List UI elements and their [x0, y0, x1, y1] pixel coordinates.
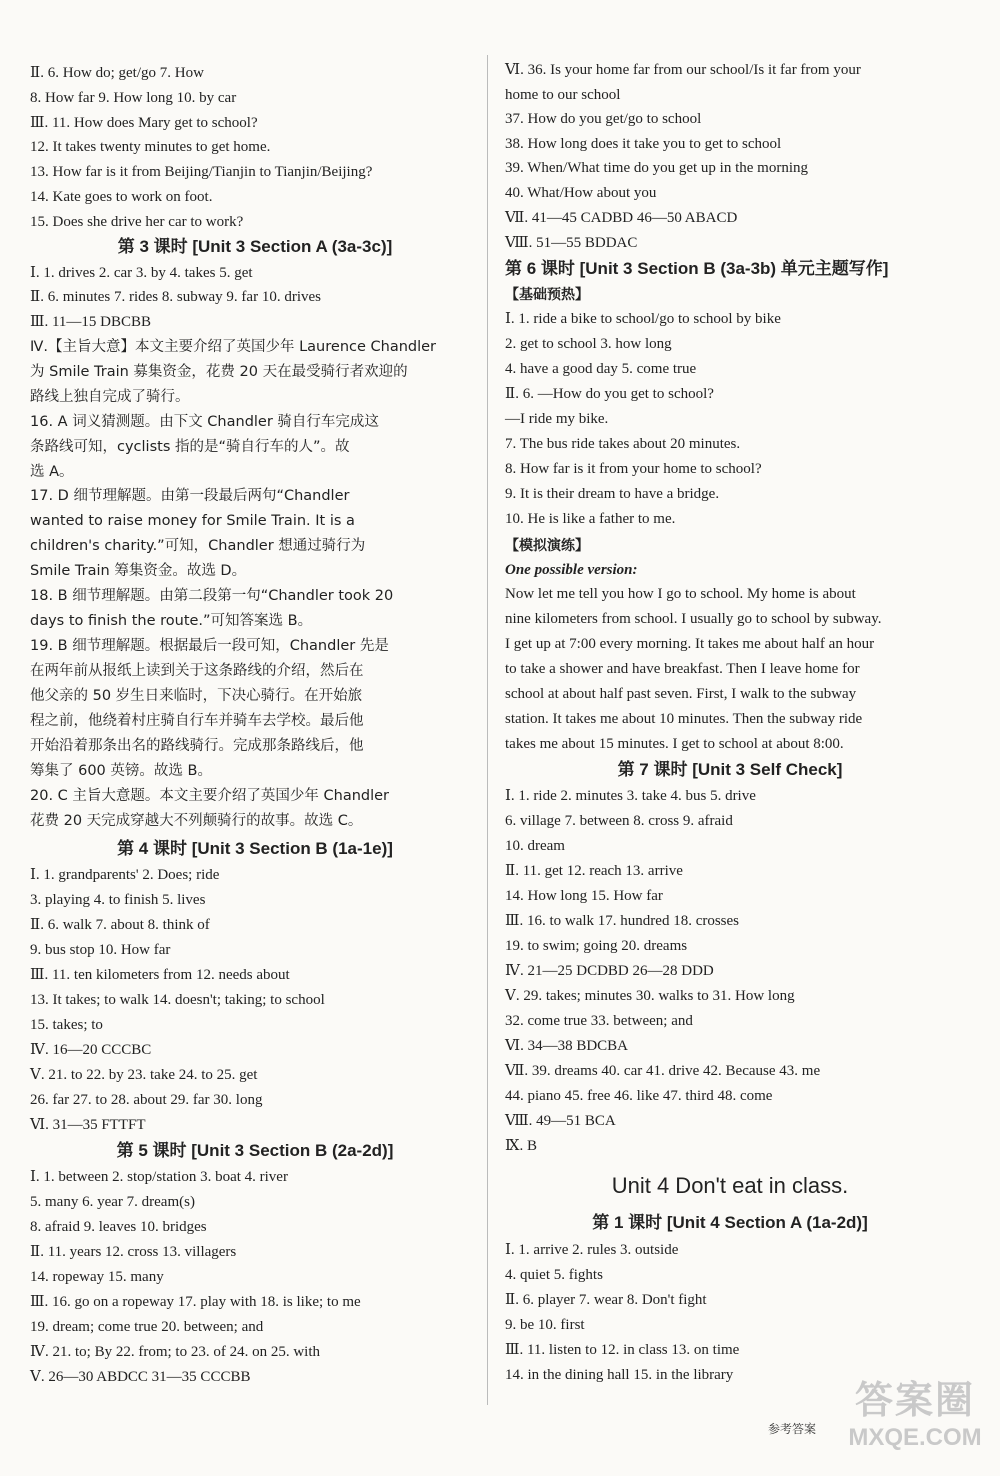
answer-line: Ⅲ. 11. How does Mary get to school? [30, 115, 258, 131]
answer-line: 15. takes; to [30, 1017, 103, 1033]
essay-line: I get up at 7:00 every morning. It takes me about half an hour [505, 636, 875, 652]
answer-line: 9. It is their dream to have a bridge. [505, 486, 720, 502]
explanation-line: 他父亲的 50 岁生日来临时，下决心骑行。在开始旅 [30, 688, 363, 704]
answer-line: Ⅰ. 1. drives 2. car 3. by 4. takes 5. get [30, 265, 253, 281]
watermark-en: MXQE.COM [848, 1424, 982, 1451]
answer-line: Ⅰ. 1. ride 2. minutes 3. take 4. bus 5. drive [505, 788, 756, 804]
section-label: 【模拟演练】 [505, 538, 589, 554]
answer-line: Ⅲ. 16. to walk 17. hundred 18. crosses [505, 913, 740, 929]
answer-line: 9. be 10. first [505, 1317, 585, 1333]
explanation-line: 在两年前从报纸上读到关于这条路线的介绍，然后在 [30, 663, 364, 679]
answer-line: Ⅴ. 29. takes; minutes 30. walks to 31. How long [505, 988, 795, 1004]
answer-line: 7. The bus ride takes about 20 minutes. [505, 436, 741, 452]
answer-line: 5. many 6. year 7. dream(s) [30, 1194, 195, 1210]
answer-line: Ⅲ. 11. ten kilometers from 12. needs about [30, 967, 290, 983]
footer-label: 参考答案 [768, 1422, 817, 1436]
answer-line: Ⅵ. 34—38 BDCBA [505, 1038, 629, 1054]
explanation-line: 开始沿着那条出名的路线骑行。完成那条路线后，他 [30, 738, 364, 754]
answer-line: 14. How long 15. How far [505, 888, 663, 904]
explanation-line: Smile Train 筹集资金。故选 D。 [30, 563, 247, 579]
answer-line: Ⅱ. 6. player 7. wear 8. Don't fight [505, 1292, 707, 1308]
answer-line: Ⅱ. 6. —How do you get to school? [505, 386, 714, 402]
answer-line: 13. How far is it from Beijing/Tianjin to Tianjin/Beijing? [30, 164, 373, 180]
column-divider [487, 55, 488, 1405]
answer-line: Ⅳ. 16—20 CCCBC [30, 1042, 152, 1058]
answer-line: Ⅲ. 16. go on a ropeway 17. play with 18. is like; to me [30, 1294, 361, 1310]
answer-line: 39. When/What time do you get up in the morning [505, 160, 809, 176]
explanation-line: 20. C 主旨大意题。本文主要介绍了英国少年 Chandler [30, 788, 390, 804]
essay-line: station. It takes me about 10 minutes. Then the subway ride [505, 711, 863, 727]
section-label: 【基础预热】 [505, 287, 589, 303]
answer-line: 14. ropeway 15. many [30, 1269, 164, 1285]
answer-line: 26. far 27. to 28. about 29. far 30. long [30, 1092, 263, 1108]
answer-line: Ⅲ. 11. listen to 12. in class 13. on time [505, 1342, 740, 1358]
answer-line: 38. How long does it take you to get to school [505, 136, 782, 152]
answer-line: —I ride my bike. [505, 411, 609, 427]
explanation-line: 16. A 词义猜测题。由下文 Chandler 骑自行车完成这 [30, 414, 379, 430]
answer-line: 44. piano 45. free 46. like 47. third 48. come [505, 1088, 773, 1104]
answer-line: 8. afraid 9. leaves 10. bridges [30, 1219, 207, 1235]
essay-line: takes me about 15 minutes. I get to school at about 8:00. [505, 736, 844, 752]
answer-line: 14. Kate goes to work on foot. [30, 189, 213, 205]
answer-line: Ⅳ. 21. to; By 22. from; to 23. of 24. on 25. with [30, 1344, 320, 1360]
answer-line: Ⅵ. 31—35 FTTFT [30, 1117, 146, 1133]
answer-line: Ⅰ. 1. ride a bike to school/go to school by bike [505, 311, 781, 327]
explanation-line: 选 A。 [30, 464, 74, 480]
explanation-line: 筹集了 600 英镑。故选 B。 [30, 763, 212, 779]
answer-line: home to our school [505, 87, 621, 103]
explanation-line: 花费 20 天完成穿越大不列颠骑行的故事。故选 C。 [30, 813, 363, 829]
answer-line: 6. village 7. between 8. cross 9. afraid [505, 813, 733, 829]
watermark-cn: 答案圈 [854, 1380, 975, 1422]
answer-line: Ⅶ. 39. dreams 40. car 41. drive 42. Because 43. me [505, 1063, 821, 1079]
answer-line: Ⅱ. 6. walk 7. about 8. think of [30, 917, 210, 933]
answer-line: 2. get to school 3. how long [505, 336, 672, 352]
answer-line: 14. in the dining hall 15. in the library [505, 1367, 734, 1383]
answer-line: 8. How far is it from your home to school? [505, 461, 762, 477]
answer-line: 15. Does she drive her car to work? [30, 214, 244, 230]
answer-line: 4. quiet 5. fights [505, 1267, 603, 1283]
answer-line: 19. to swim; going 20. dreams [505, 938, 688, 954]
answer-line: 10. dream [505, 838, 565, 854]
answer-line: Ⅱ. 11. years 12. cross 13. villagers [30, 1244, 237, 1260]
lesson-heading: 第 5 课时 [Unit 3 Section B (2a-2d)] [116, 1141, 394, 1160]
essay-line: to take a shower and have breakfast. Then I leave home for [505, 661, 860, 677]
essay-line: school at about half past seven. First, I walk to the subway [505, 686, 857, 702]
answer-line: Ⅸ. B [505, 1138, 537, 1154]
answer-line: Ⅴ. 21. to 22. by 23. take 24. to 25. get [30, 1067, 258, 1083]
answer-line: Ⅰ. 1. grandparents' 2. Does; ride [30, 867, 220, 883]
answer-line: 9. bus stop 10. How far [30, 942, 171, 958]
answer-line: Ⅰ. 1. between 2. stop/station 3. boat 4. river [30, 1169, 288, 1185]
answer-line: 4. have a good day 5. come true [505, 361, 697, 377]
explanation-line: 19. B 细节理解题。根据最后一段可知，Chandler 先是 [30, 638, 389, 654]
answer-line: 10. He is like a father to me. [505, 511, 676, 527]
essay-line: Now let me tell you how I go to school. My home is about [505, 586, 856, 602]
answer-line: 40. What/How about you [505, 185, 657, 201]
answer-line: 8. How far 9. How long 10. by car [30, 90, 237, 106]
explanation-line: 条路线可知，cyclists 指的是“骑自行车的人”。故 [30, 439, 350, 455]
site-watermark [835, 1378, 995, 1468]
lesson-heading: 第 6 课时 [Unit 3 Section B (3a-3b) 单元主题写作] [505, 259, 889, 278]
answer-line: Ⅳ. 21—25 DCDBD 26—28 DDD [505, 963, 714, 979]
version-label: One possible version: [505, 562, 638, 578]
essay-line: nine kilometers from school. I usually go to school by subway. [505, 611, 882, 627]
answer-line: 37. How do you get/go to school [505, 111, 702, 127]
answer-line: 3. playing 4. to finish 5. lives [30, 892, 206, 908]
answer-line: Ⅷ. 49—51 BCA [505, 1113, 616, 1129]
answer-line: Ⅵ. 36. Is your home far from our school/Is it far from your [505, 62, 861, 78]
answer-line: Ⅷ. 51—55 BDDAC [505, 235, 638, 251]
lesson-heading: 第 7 课时 [Unit 3 Self Check] [617, 760, 843, 779]
unit-title: Unit 4 Don't eat in class. [611, 1173, 849, 1198]
answer-line: 32. come true 33. between; and [505, 1013, 693, 1029]
explanation-line: wanted to raise money for Smile Train. It is a [30, 513, 355, 529]
answer-line: 12. It takes twenty minutes to get home. [30, 139, 271, 155]
explanation-line: 17. D 细节理解题。由第一段最后两句“Chandler [30, 488, 350, 504]
explanation-line: 18. B 细节理解题。由第二段第一句“Chandler took 20 [30, 588, 394, 604]
answer-line: Ⅱ. 11. get 12. reach 13. arrive [505, 863, 683, 879]
answer-line: Ⅴ. 26—30 ABDCC 31—35 CCCBB [30, 1369, 251, 1385]
explanation-line: 路线上独自完成了骑行。 [30, 389, 190, 405]
answer-line: Ⅱ. 6. How do; get/go 7. How [30, 65, 204, 81]
lesson-heading: 第 1 课时 [Unit 4 Section A (1a-2d)] [592, 1213, 868, 1232]
answer-line: Ⅱ. 6. minutes 7. rides 8. subway 9. far 10. drives [30, 289, 321, 305]
lesson-heading: 第 4 课时 [Unit 3 Section B (1a-1e)] [117, 839, 393, 858]
answer-line: Ⅰ. 1. arrive 2. rules 3. outside [505, 1242, 679, 1258]
explanation-line: Ⅳ.【主旨大意】本文主要介绍了英国少年 Laurence Chandler [30, 339, 437, 355]
explanation-line: 为 Smile Train 募集资金，花费 20 天在最受骑行者欢迎的 [30, 364, 408, 380]
explanation-line: children's charity.”可知，Chandler 想通过骑行为 [30, 538, 366, 554]
answer-line: Ⅶ. 41—45 CADBD 46—50 ABACD [505, 210, 738, 226]
answer-line: Ⅲ. 11—15 DBCBB [30, 314, 152, 330]
explanation-line: 程之前，他绕着村庄骑自行车并骑车去学校。最后他 [30, 713, 364, 729]
answer-line: 19. dream; come true 20. between; and [30, 1319, 264, 1335]
lesson-heading: 第 3 课时 [Unit 3 Section A (3a-3c)] [117, 237, 393, 256]
explanation-line: days to finish the route.”可知答案选 B。 [30, 613, 313, 629]
answer-line: 13. It takes; to walk 14. doesn't; taking; to school [30, 992, 325, 1008]
